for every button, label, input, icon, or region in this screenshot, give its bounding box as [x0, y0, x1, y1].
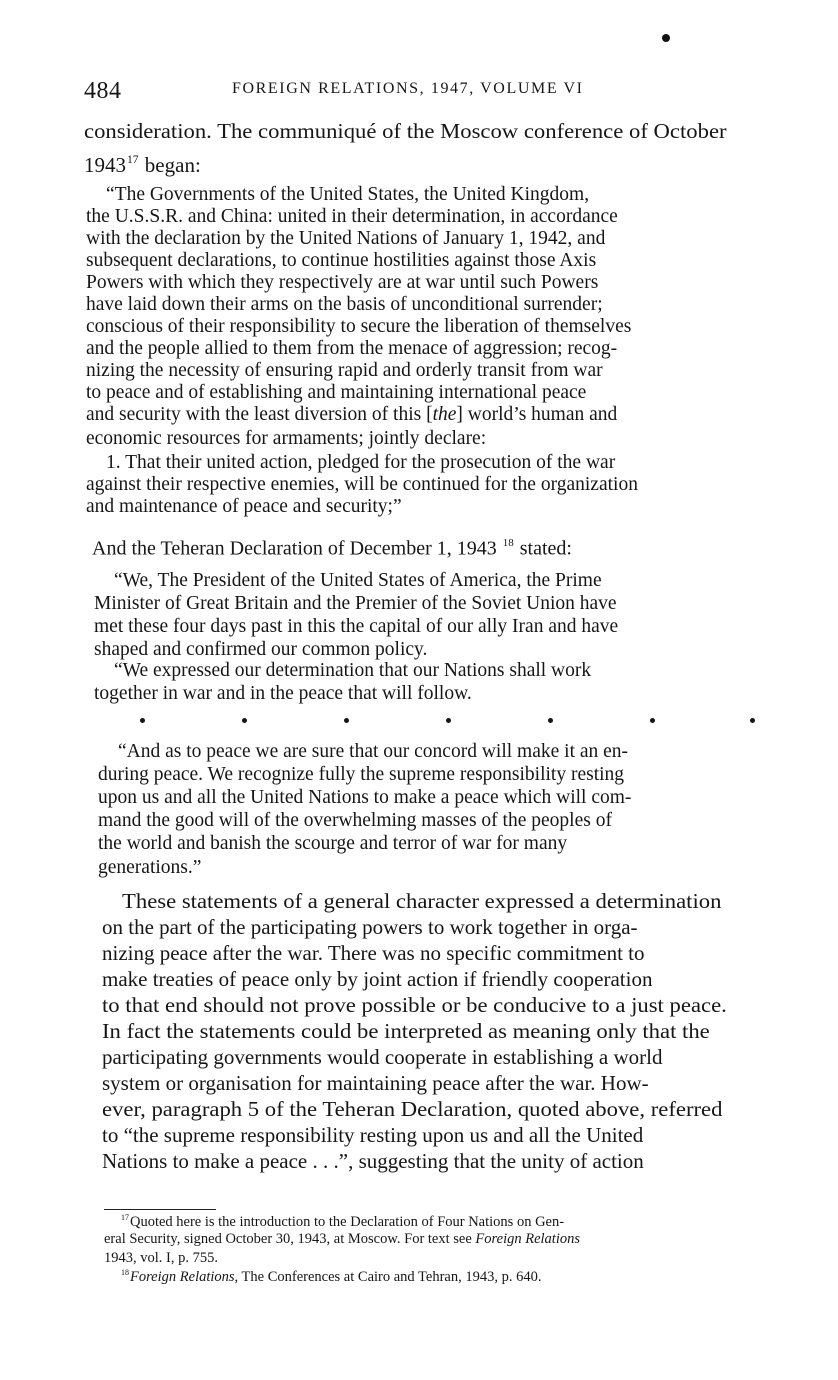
- quote-line: met these four days past in this the capital of our ally Iran and have: [94, 616, 619, 637]
- text-line: make treaties of peace only by joint action if friendly cooperation: [102, 967, 653, 991]
- text-line: ever, paragraph 5 of the Teheran Declaration, quoted above, referred: [102, 1097, 723, 1121]
- text-line: These statements of a general character expressed a determination: [122, 889, 722, 913]
- quote-line: [86, 405, 617, 425]
- ellipsis-dot: [650, 718, 655, 723]
- ellipsis-dot: [446, 718, 451, 723]
- quote-line: economic resources for armaments; jointly declare:: [86, 428, 487, 449]
- quote-line: “We, The President of the United States of America, the Prime: [114, 570, 602, 591]
- text-line: nizing peace after the war. There was no specific commitment to: [102, 941, 645, 965]
- footnote-marker: 18: [121, 1268, 129, 1277]
- text-line: on the part of the participating powers to work together in orga-: [102, 915, 638, 939]
- year: 1943: [84, 153, 126, 177]
- text-line: [84, 155, 201, 176]
- quote-line: subsequent declarations, to continue hostilities against those Axis: [86, 250, 597, 271]
- quote-line: “The Governments of the United States, the United Kingdom,: [106, 184, 590, 205]
- ellipsis-row: [140, 712, 760, 732]
- footnote-ref-17: 17: [127, 154, 139, 167]
- text-line: Nations to make a peace . . .”, suggesting that the unity of action: [102, 1149, 644, 1173]
- quote-line: upon us and all the United Nations to make a peace which will com-: [98, 787, 632, 808]
- footnote-title: Foreign Relations,: [129, 1268, 239, 1285]
- quote-line: Powers with which they respectively are at war until such Powers: [86, 272, 599, 293]
- quote-line: to peace and of establishing and maintaining international peace: [86, 382, 587, 403]
- text-line: participating governments would cooperate in establishing a world: [102, 1045, 663, 1069]
- footnote-17-cont: [104, 1232, 580, 1247]
- footnote-rule: [104, 1209, 216, 1210]
- quote-text: ] world’s human and: [456, 404, 618, 425]
- ellipsis-dot: [242, 718, 247, 723]
- footnote-marker: 17: [121, 1213, 129, 1222]
- ellipsis-dot: [344, 718, 349, 723]
- quote-line: have laid down their arms on the basis of unconditional surrender;: [86, 294, 603, 315]
- text-line: consideration. The communiqué of the Moscow conference of October: [84, 119, 727, 143]
- footnote-18: [120, 1269, 541, 1284]
- footnote-text: The Conferences at Cairo and Tehran, 1943, p. 640.: [241, 1268, 542, 1285]
- footnote-ref-18: 18: [502, 537, 514, 549]
- page-number: 484: [84, 78, 122, 104]
- quote-line: “And as to peace we are sure that our concord will make it an en-: [118, 741, 629, 762]
- running-head: FOREIGN RELATIONS, 1947, VOLUME VI: [232, 80, 584, 97]
- intro-text: And the Teheran Declaration of December 1, 1943: [92, 537, 497, 560]
- quote-line: during peace. We recognize fully the supreme responsibility resting: [98, 764, 625, 785]
- page-header: [84, 76, 804, 108]
- quote-line: nizing the necessity of ensuring rapid and orderly transit from war: [86, 360, 603, 381]
- text-line: [92, 538, 572, 558]
- text-line: to “the supreme responsibility resting upon us and all the United: [102, 1123, 644, 1147]
- quote-line: together in war and in the peace that will follow.: [94, 683, 472, 704]
- text-line: In fact the statements could be interpreted as meaning only that the: [102, 1019, 710, 1043]
- ellipsis-dot: [548, 718, 553, 723]
- quote-line: 1. That their united action, pledged for the prosecution of the war: [106, 452, 616, 473]
- text-line: system or organisation for maintaining peace after the war. How-: [102, 1071, 649, 1095]
- quote-line: Minister of Great Britain and the Premier of the Soviet Union have: [94, 593, 617, 614]
- footnote-title: Foreign Relations: [475, 1231, 580, 1247]
- quote-line: the U.S.S.R. and China: united in their determination, in accordance: [86, 206, 618, 227]
- quote-line: and the people allied to them from the menace of aggression; recog-: [86, 338, 618, 359]
- quote-line: shaped and confirmed our common policy.: [94, 639, 428, 660]
- footnote-text: eral Security, signed October 30, 1943, at Moscow. For text see: [104, 1231, 472, 1247]
- quote-line: and maintenance of peace and security;”: [86, 496, 402, 517]
- editorial-insert: the: [432, 404, 457, 425]
- quote-line: generations.”: [98, 857, 202, 878]
- footnote-17: [120, 1214, 564, 1229]
- footnote-17-cont: 1943, vol. I, p. 755.: [104, 1250, 218, 1266]
- text-line: to that end should not prove possible or be conducive to a just peace.: [102, 993, 727, 1017]
- quote-line: against their respective enemies, will be continued for the organization: [86, 474, 638, 495]
- ellipsis-dot: [140, 718, 145, 723]
- ellipsis-dot: [750, 718, 755, 723]
- quote-line: the world and banish the scourge and terror of war for many: [98, 833, 568, 854]
- footnote-text: Quoted here is the introduction to the Declaration of Four Nations on Gen-: [129, 1213, 565, 1230]
- scan-speck: [662, 34, 670, 42]
- quote-line: “We expressed our determination that our Nations shall work: [114, 660, 592, 681]
- quote-line: with the declaration by the United Nations of January 1, 1942, and: [86, 228, 606, 249]
- quote-text: and security with the least diversion of this [: [86, 404, 433, 425]
- intro-rest: stated:: [519, 537, 572, 560]
- line-rest: began:: [144, 153, 201, 177]
- quote-line: conscious of their responsibility to secure the liberation of themselves: [86, 316, 632, 337]
- quote-line: mand the good will of the overwhelming masses of the peoples of: [98, 810, 612, 831]
